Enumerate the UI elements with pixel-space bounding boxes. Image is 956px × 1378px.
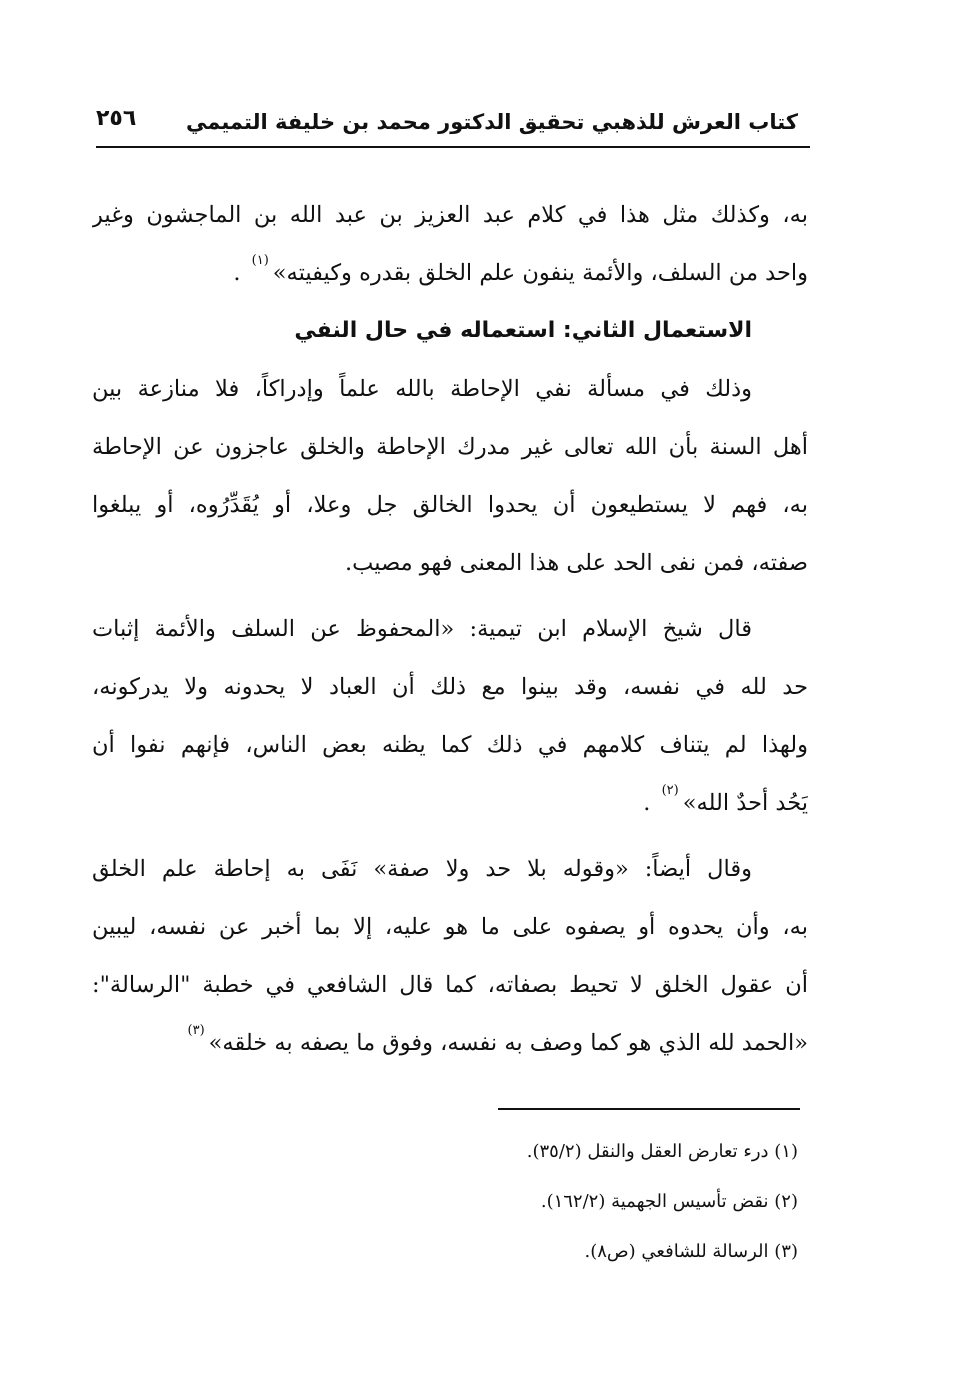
text-segment: «الحمد لله الذي هو كما وصف به نفسه، وفوق ما يصفه به خلقه» [208,1030,808,1056]
footnote-marker: (١) [251,253,269,268]
text-line [92,1014,808,1072]
text-line: أن عقول الخلق لا تحيط بصفاته، كما قال الشافعي في خطبة "الرسالة": [92,972,808,998]
text-line: وذلك في مسألة نفي الإحاطة بالله علماً وإدراكاً، فلا منازعة بين [92,376,752,402]
footnote-marker: (٢) [661,783,679,798]
section-heading: الاستعمال الثاني: استعماله في حال النفي [294,318,752,343]
text-line: وقال أيضاً: «وقوله بلا حد ولا صفة» نَفَى به إحاطة علم الخلق [92,856,752,882]
text-line: يَحُد أحدٌ الله»$^{(٢)}$ . [643,783,808,816]
text-segment: يَحُد أحدٌ الله» [682,790,808,816]
text-line: صفته، فمن نفى الحد على هذا المعنى فهو مصيب. [345,550,808,576]
footnote: (٣) الرسالة للشافعي (ص٨). [584,1241,798,1262]
footnote: (١) درء تعارض العقل والنقل (٣٥/٢). [526,1141,798,1162]
text-line: أهل السنة بأن الله تعالى غير مدرك الإحاطة والخلق عاجزون عن الإحاطة [92,434,808,460]
text-line: به، وأن يحدوه أو يصفوه على ما هو عليه، إلا بما أخبر عن نفسه، ليبين [92,914,808,940]
text-line: قال شيخ الإسلام ابن تيمية: «المحفوظ عن السلف والأئمة إثبات [92,616,752,642]
footnotes [527,1132,798,1282]
text-line: ولهذا لم يتناف كلامهم في ذلك كما يظنه بعض الناس، فإنهم نفوا أن [92,732,808,758]
text-segment: واحد من السلف، والأئمة ينفون علم الخلق بقدره وكيفيته» [272,260,808,286]
main-text [92,186,808,1072]
footnote: (٢) نقض تأسيس الجهمية (١٦٢/٢). [540,1191,798,1212]
text-line: به، فهم لا يستطيعون أن يحدوا الخالق جل وعلا، أو يُقَدِّرُوه، أو يبلغوا [92,492,808,518]
text-line: واحد من السلف، والأئمة ينفون علم الخلق بقدره وكيفيته»$^{(١)}$ . [233,253,808,286]
text-line: حد لله في نفسه، وقد بينوا مع ذلك أن العباد لا يحدونه ولا يدركونه، [92,674,808,700]
footnote-marker: (٣) [187,1023,205,1038]
running-header-title: كتاب العرش للذهبي تحقيق الدكتور محمد بن خليفة التميمي [186,110,798,134]
footnote-separator [498,1108,800,1110]
text-line: به، وكذلك مثل هذا في كلام عبد العزيز بن عبد الله بن الماجشون وغير [92,202,808,228]
running-header [96,96,810,148]
page-number: ٢٥٦ [96,106,137,131]
